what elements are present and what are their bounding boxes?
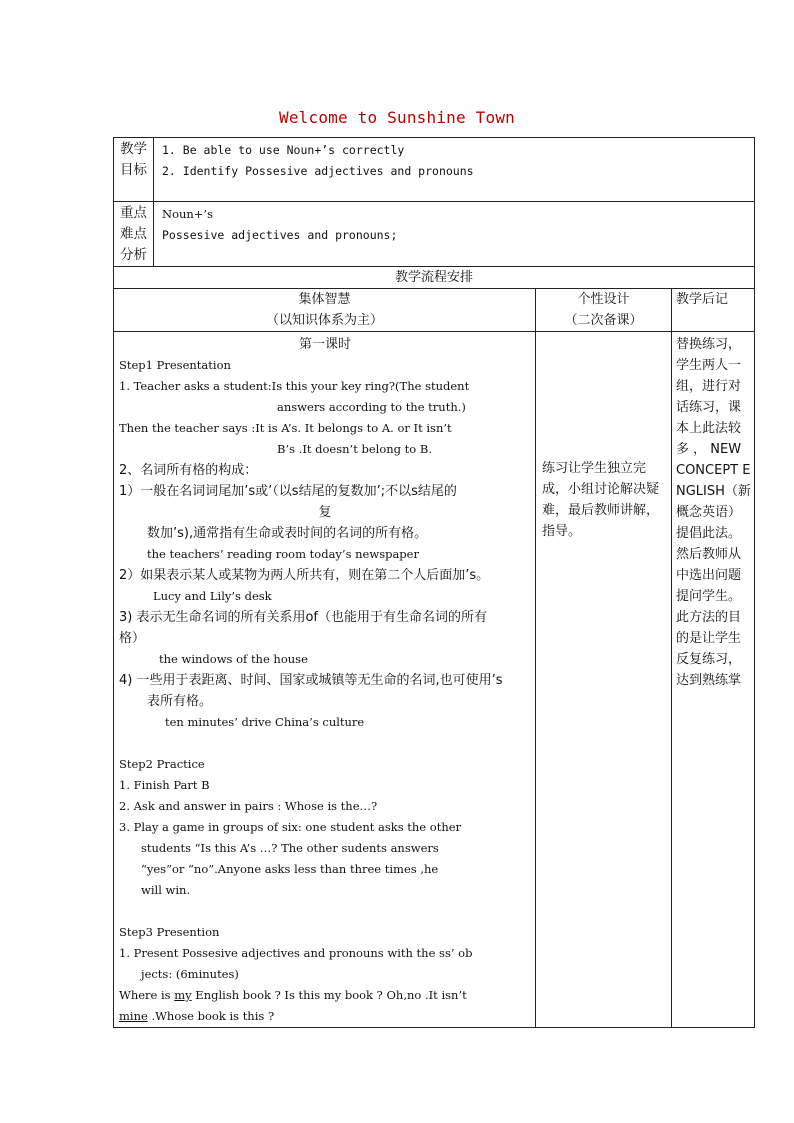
flow-header: 教学流程安排 <box>114 267 755 289</box>
col1-subtitle: （以知识体系为主） <box>265 313 383 328</box>
col2-header <box>536 289 672 332</box>
col1-header <box>114 289 536 332</box>
sentence-text: Where is <box>119 988 175 1002</box>
lesson-content <box>114 332 536 1028</box>
grammar-rule: 3) 表示无生命名词的所有关系用of（也能用于有生命名词的所有 <box>119 610 488 625</box>
flow-header-row <box>114 267 755 289</box>
step1-heading: Step1 Presentation <box>119 358 231 372</box>
step3-sentence <box>119 1006 531 1027</box>
col2-subtitle: （二次备课） <box>564 313 643 328</box>
objectives-row <box>114 138 755 202</box>
col1-title: 集体智慧 <box>298 292 351 307</box>
step3-sentence <box>119 985 531 1006</box>
grammar-rule: 数加’s),通常指有生命或表时间的名词的所有格。 <box>147 526 428 541</box>
objectives-content <box>154 138 755 202</box>
sentence-text: .Whose book is this ? <box>147 1009 275 1023</box>
step2-item: will win. <box>141 883 191 897</box>
lesson-plan-table <box>113 137 755 1028</box>
col3-header <box>672 289 755 332</box>
step1-line: B’s .It doesn’t belong to B. <box>277 442 432 456</box>
postscript-cell <box>672 332 755 1028</box>
key-points-row <box>114 202 755 267</box>
grammar-example: Lucy and Lily’s desk <box>153 589 272 603</box>
content-row <box>114 332 755 1028</box>
grammar-rule: 表所有格。 <box>147 694 213 709</box>
personal-design-cell <box>536 332 672 1028</box>
personal-design-text: 练习让学生独立完成，小组讨论解决疑难，最后教师讲解，指导。 <box>542 461 660 539</box>
underlined-word: mine <box>119 1009 148 1023</box>
step2-heading: Step2 Practice <box>119 757 205 771</box>
col2-title: 个性设计 <box>577 292 630 307</box>
step2-item: students “Is this A’s …? The other sudents answers <box>141 841 439 855</box>
key-points-label: 重点难点分析 <box>120 205 147 263</box>
step3-item: 1. Present Possesive adjectives and pronouns with the ss’ ob <box>119 946 473 960</box>
objectives-label-cell <box>114 138 154 202</box>
step2-item: 2. Ask and answer in pairs : Whose is the…? <box>119 799 378 813</box>
grammar-rule: 复 <box>318 505 332 520</box>
step2-item: “yes”or “no”.Anyone asks less than three times ,he <box>141 862 439 876</box>
key-point-item: Noun+’s <box>162 207 213 221</box>
column-header-row <box>114 289 755 332</box>
col3-title: 教学后记 <box>676 292 729 307</box>
grammar-rule: 4) 一些用于表距离、时间、国家或城镇等无生命的名词,也可使用’s <box>119 673 503 688</box>
key-points-content <box>154 202 755 267</box>
sentence-text: English book ? Is this my book ? Oh,no .It isn’t <box>191 988 467 1002</box>
objective-item: 2. Identify Possesive adjectives and pronouns <box>162 164 474 178</box>
step3-heading: Step3 Presention <box>119 925 220 939</box>
step3-item: jects: (6minutes) <box>141 967 239 981</box>
lesson-title: 第一课时 <box>298 337 351 352</box>
page-title: Welcome to Sunshine Town <box>279 108 515 127</box>
step2-item: 3. Play a game in groups of six: one student asks the other <box>119 820 462 834</box>
key-points-label-cell <box>114 202 154 267</box>
step1-line: 1. Teacher asks a student:Is this your key ring?(The student <box>119 379 470 393</box>
step1-line: answers according to the truth.) <box>277 400 466 414</box>
underlined-word: my <box>174 988 192 1002</box>
key-point-item: Possesive adjectives and pronouns; <box>162 228 398 242</box>
grammar-example: ten minutes’ drive China’s culture <box>165 715 365 729</box>
postscript-text: 替换练习，学生两人一组，进行对话练习，课本上此法较多 ， NEW CONCEPT ENGLISH（新概念英语）提倡此法。然后教师从中选出问题提问学生。此方法的目的是让学生反复练习，达到熟练掌 <box>676 337 751 688</box>
grammar-rule: 2）如果表示某人或某物为两人所共有，则在第二个人后面加’s。 <box>119 568 490 583</box>
grammar-example: the teachers’ reading room today’s newspaper <box>147 547 419 561</box>
step1-line: Then the teacher says :It is A’s. It belongs to A. or It isn’t <box>119 421 452 435</box>
step2-item: 1. Finish Part B <box>119 778 210 792</box>
grammar-example: the windows of the house <box>159 652 308 666</box>
grammar-rule: 格） <box>119 631 146 646</box>
objectives-label: 教学目标 <box>120 141 147 178</box>
grammar-title: 2、名词所有格的构成： <box>119 463 258 478</box>
grammar-rule: 1）一般在名词词尾加’s或’（以s结尾的复数加’;不以s结尾的 <box>119 484 457 499</box>
objective-item: 1. Be able to use Noun+’s correctly <box>162 143 405 157</box>
